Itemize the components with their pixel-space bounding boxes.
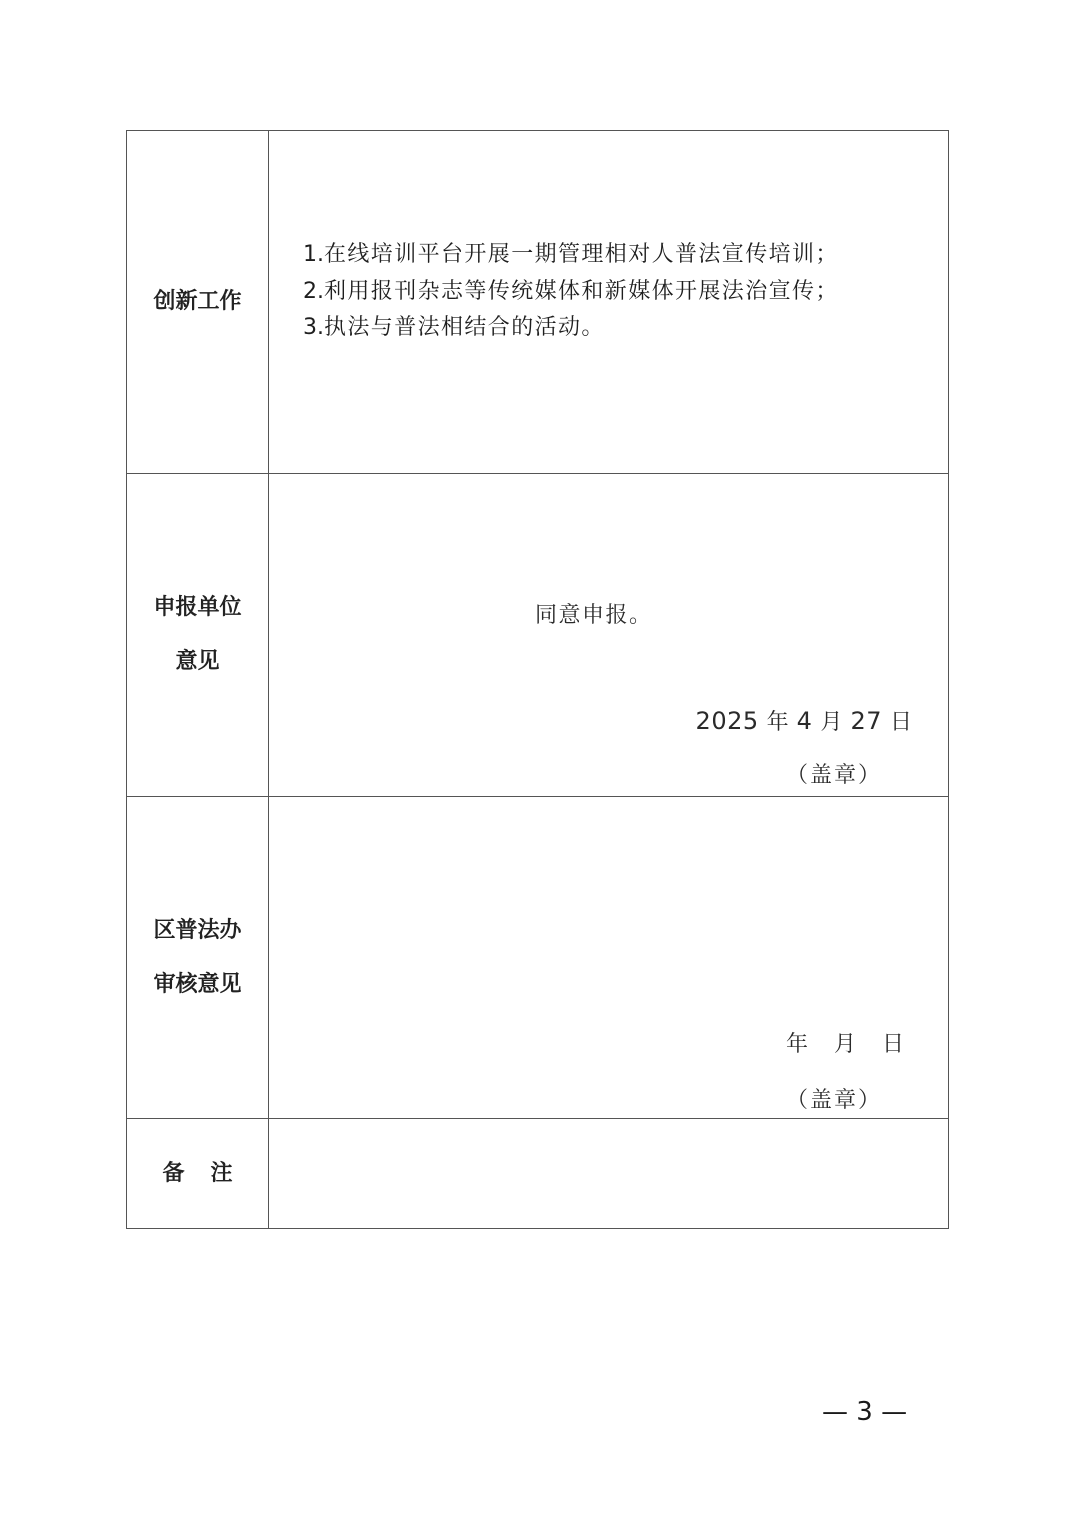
row-district-review: [127, 797, 949, 1119]
innovation-work-content: [269, 131, 949, 474]
review-stamp: （盖章）: [785, 1088, 882, 1113]
list-item: 2.利用报刊杂志等传统媒体和新媒体开展法治宣传；: [303, 278, 839, 304]
row-innovation-work: [127, 131, 949, 474]
label-district-review: 区普法办 审核意见: [127, 797, 269, 1119]
opinion-text: 同意申报。: [535, 603, 653, 628]
innovation-list: [269, 237, 948, 347]
page-number: — 3 —: [822, 1397, 908, 1427]
row-applicant-opinion: [127, 474, 949, 797]
applicant-opinion-content: [269, 474, 949, 797]
row-remarks: [127, 1119, 949, 1229]
list-item: 1.在线培训平台开展一期管理相对人普法宣传培训；: [303, 242, 839, 268]
list-item: 3.执法与普法相结合的活动。: [303, 315, 605, 341]
label-applicant-opinion: 申报单位 意见: [127, 474, 269, 797]
district-review-content: [269, 797, 949, 1119]
application-form-table: [126, 130, 949, 1229]
applicant-date: 2025 年 4 月 27 日: [695, 707, 912, 735]
remarks-content: [269, 1119, 949, 1229]
applicant-stamp: （盖章）: [785, 763, 882, 788]
review-date: 年 月 日: [785, 1032, 904, 1057]
label-innovation-work: 创新工作: [127, 131, 269, 474]
label-remarks: 备注: [127, 1119, 269, 1229]
